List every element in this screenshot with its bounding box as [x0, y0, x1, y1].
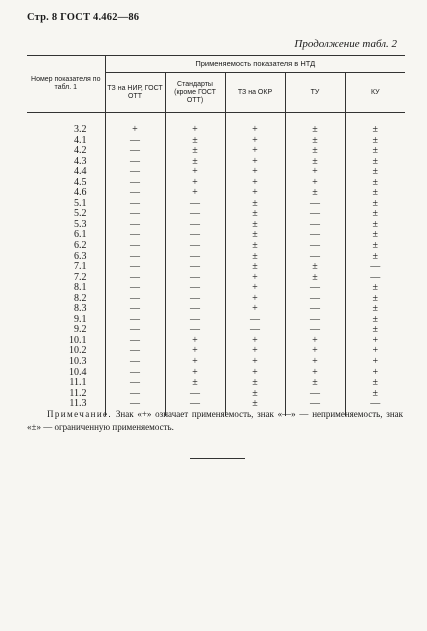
applicability-cell: ± — [225, 378, 285, 389]
applicability-cell: ± — [345, 167, 405, 178]
applicability-cell: ± — [225, 399, 285, 410]
applicability-cell: — — [285, 389, 345, 400]
applicability-cell: ± — [225, 230, 285, 241]
applicability-cell: ± — [225, 262, 285, 273]
applicability-cell: — — [285, 283, 345, 294]
applicability-cell: ± — [345, 378, 405, 389]
applicability-cell: + — [225, 368, 285, 379]
applicability-cell: + — [285, 167, 345, 178]
note — [27, 408, 403, 434]
applicability-cell: — — [105, 378, 165, 389]
row-number: 10.4 — [69, 366, 87, 378]
applicability-cell: + — [165, 357, 225, 368]
applicability-cell: ± — [285, 273, 345, 284]
applicability-cell: ± — [225, 389, 285, 400]
applicability-cell: — — [165, 220, 225, 231]
applicability-cell: + — [225, 357, 285, 368]
applicability-cell: + — [225, 294, 285, 305]
applicability-cell: ± — [345, 146, 405, 157]
table-row — [27, 125, 405, 136]
row-number: 6.2 — [74, 240, 87, 252]
applicability-cell: — — [165, 325, 225, 336]
applicability-cell: — — [105, 136, 165, 147]
applicability-cell: ± — [345, 220, 405, 231]
applicability-cell: — — [165, 230, 225, 241]
applicability-cell: ± — [225, 220, 285, 231]
page-header: Стр. 8 ГОСТ 4.462—86 — [27, 12, 140, 23]
row-number: 7.1 — [74, 261, 87, 273]
applicability-cell: — — [165, 294, 225, 305]
applicability-cell: — — [165, 315, 225, 326]
applicability-cell: ± — [165, 136, 225, 147]
divider-rule — [190, 458, 245, 459]
applicability-cell: — — [105, 389, 165, 400]
applicability-cell: — — [165, 209, 225, 220]
applicability-cell: ± — [285, 146, 345, 157]
applicability-cell: ± — [345, 315, 405, 326]
applicability-cell: — — [285, 241, 345, 252]
applicability-cell: ± — [345, 325, 405, 336]
row-number: 4.3 — [74, 155, 87, 167]
applicability-cell: + — [165, 336, 225, 347]
applicability-cell: — — [105, 178, 165, 189]
applicability-cell: ± — [225, 209, 285, 220]
column-header: Стандарты (кроме ГОСТ ОТТ) — [165, 73, 225, 113]
applicability-cell: — — [105, 304, 165, 315]
applicability-cell: — — [285, 315, 345, 326]
applicability-cell: + — [165, 368, 225, 379]
applicability-cell: — — [285, 230, 345, 241]
applicability-cell: ± — [165, 157, 225, 168]
applicability-cell: — — [285, 199, 345, 210]
row-number: 9.2 — [74, 324, 87, 336]
applicability-cell: + — [225, 178, 285, 189]
applicability-cell: ± — [225, 199, 285, 210]
row-number: 7.2 — [74, 271, 87, 283]
row-number: 4.6 — [74, 187, 87, 199]
applicability-cell: ± — [165, 146, 225, 157]
applicability-cell: — — [165, 399, 225, 410]
applicability-cell: — — [165, 273, 225, 284]
applicability-cell: — — [285, 209, 345, 220]
applicability-cell: — — [105, 399, 165, 410]
applicability-cell: ± — [345, 157, 405, 168]
column-header: ТУ — [285, 73, 345, 113]
applicability-cell: — — [285, 294, 345, 305]
applicability-cell: ± — [345, 230, 405, 241]
table-row — [27, 357, 405, 368]
applicability-cell: ± — [345, 294, 405, 305]
row-number: 5.2 — [74, 208, 87, 220]
row-number: 11.1 — [69, 377, 87, 389]
applicability-cell: — — [165, 241, 225, 252]
row-number: 6.1 — [74, 229, 87, 241]
column-header: КУ — [345, 73, 405, 113]
applicability-cell: — — [225, 315, 285, 326]
applicability-cell: — — [105, 146, 165, 157]
applicability-cell: ± — [345, 178, 405, 189]
applicability-cell: ± — [285, 157, 345, 168]
row-number: 4.2 — [74, 145, 87, 157]
applicability-cell: + — [225, 167, 285, 178]
row-number: 5.1 — [74, 197, 87, 209]
applicability-cell: ± — [345, 188, 405, 199]
applicability-cell: + — [345, 357, 405, 368]
applicability-cell: + — [285, 178, 345, 189]
row-number: 10.3 — [69, 356, 87, 368]
applicability-cell: ± — [345, 304, 405, 315]
applicability-cell: — — [165, 262, 225, 273]
applicability-cell: — — [105, 209, 165, 220]
applicability-cell: — — [165, 283, 225, 294]
applicability-cell: + — [345, 336, 405, 347]
applicability-cell: + — [165, 167, 225, 178]
applicability-cell: — — [285, 220, 345, 231]
applicability-cell: — — [105, 368, 165, 379]
row-number: 3.2 — [74, 124, 87, 135]
row-number: 6.3 — [74, 250, 87, 262]
row-number: 8.2 — [74, 292, 87, 304]
applicability-cell: ± — [345, 209, 405, 220]
applicability-cell: — — [105, 325, 165, 336]
row-number: 4.4 — [74, 166, 87, 178]
applicability-cell: — — [105, 220, 165, 231]
applicability-cell: + — [225, 157, 285, 168]
row-number-header: Номер показателя по табл. 1 — [27, 56, 105, 113]
applicability-cell: — — [165, 252, 225, 263]
applicability-cell: — — [345, 273, 405, 284]
applicability-cell: + — [165, 178, 225, 189]
applicability-cell: — — [345, 399, 405, 410]
row-number: 4.5 — [74, 176, 87, 188]
applicability-cell: — — [105, 188, 165, 199]
row-number: 11.2 — [69, 387, 87, 399]
applicability-cell: ± — [225, 252, 285, 263]
row-number: 5.3 — [74, 218, 87, 230]
applicability-cell: + — [285, 336, 345, 347]
applicability-cell: — — [105, 357, 165, 368]
applicability-group-header: Применяемость показателя в НТД — [105, 56, 405, 73]
applicability-cell: — — [165, 304, 225, 315]
applicability-cell: ± — [225, 241, 285, 252]
table-body — [27, 113, 405, 416]
applicability-cell: + — [285, 346, 345, 357]
applicability-cell: — — [285, 325, 345, 336]
applicability-cell: + — [225, 146, 285, 157]
row-number: 10.2 — [69, 345, 87, 357]
applicability-cell: — — [105, 167, 165, 178]
applicability-cell: — — [105, 294, 165, 305]
table-continuation-label: Продолжение табл. 2 — [294, 38, 397, 50]
applicability-cell: + — [345, 368, 405, 379]
applicability-cell: + — [165, 125, 225, 136]
applicability-cell: ± — [345, 389, 405, 400]
row-number: 8.3 — [74, 303, 87, 315]
applicability-cell: — — [105, 346, 165, 357]
applicability-cell: ± — [165, 378, 225, 389]
applicability-cell: — — [165, 199, 225, 210]
column-header: ТЗ на НИР, ГОСТ ОТТ — [105, 73, 165, 113]
applicability-cell: + — [225, 136, 285, 147]
applicability-cell: — — [285, 399, 345, 410]
applicability-cell: + — [285, 368, 345, 379]
applicability-cell: — — [105, 262, 165, 273]
applicability-cell: — — [105, 199, 165, 210]
applicability-cell: — — [105, 252, 165, 263]
applicability-cell: — — [285, 252, 345, 263]
applicability-cell: + — [225, 304, 285, 315]
applicability-cell: ± — [285, 188, 345, 199]
row-number: 11.3 — [69, 398, 87, 410]
applicability-cell: ± — [345, 199, 405, 210]
applicability-cell: ± — [285, 262, 345, 273]
table-row — [27, 241, 405, 252]
applicability-cell: — — [225, 325, 285, 336]
applicability-cell: + — [225, 125, 285, 136]
applicability-cell: ± — [285, 125, 345, 136]
applicability-cell: — — [285, 304, 345, 315]
applicability-cell: + — [225, 346, 285, 357]
applicability-cell: ± — [285, 378, 345, 389]
applicability-cell: + — [225, 188, 285, 199]
row-number: 10.1 — [69, 334, 87, 346]
applicability-cell: ± — [345, 252, 405, 263]
applicability-cell: — — [105, 241, 165, 252]
applicability-cell: — — [165, 389, 225, 400]
applicability-cell: — — [105, 336, 165, 347]
applicability-cell: — — [345, 262, 405, 273]
applicability-cell: ± — [345, 283, 405, 294]
applicability-cell: — — [105, 157, 165, 168]
applicability-cell: + — [225, 283, 285, 294]
row-number: 9.1 — [74, 313, 87, 325]
applicability-cell: + — [225, 273, 285, 284]
note-text: Знак «+» означает применяемость, знак «—» — неприменяемость, знак «±» — ограниченную применяемость. — [27, 409, 404, 432]
applicability-table — [27, 55, 405, 416]
applicability-cell: — — [105, 283, 165, 294]
applicability-cell: — — [105, 315, 165, 326]
applicability-cell: + — [225, 336, 285, 347]
applicability-cell: + — [165, 346, 225, 357]
applicability-cell: + — [165, 188, 225, 199]
applicability-cell: — — [105, 230, 165, 241]
row-number: 4.1 — [74, 134, 87, 146]
note-lead: Примечание. — [47, 409, 113, 419]
applicability-cell: ± — [345, 241, 405, 252]
row-number: 8.1 — [74, 282, 87, 294]
applicability-cell: ± — [345, 136, 405, 147]
applicability-cell: + — [345, 346, 405, 357]
applicability-cell: ± — [285, 136, 345, 147]
applicability-cell: — — [105, 273, 165, 284]
applicability-cell: + — [285, 357, 345, 368]
column-header: ТЗ на ОКР — [225, 73, 285, 113]
applicability-cell: + — [105, 125, 165, 136]
applicability-cell: ± — [345, 125, 405, 136]
